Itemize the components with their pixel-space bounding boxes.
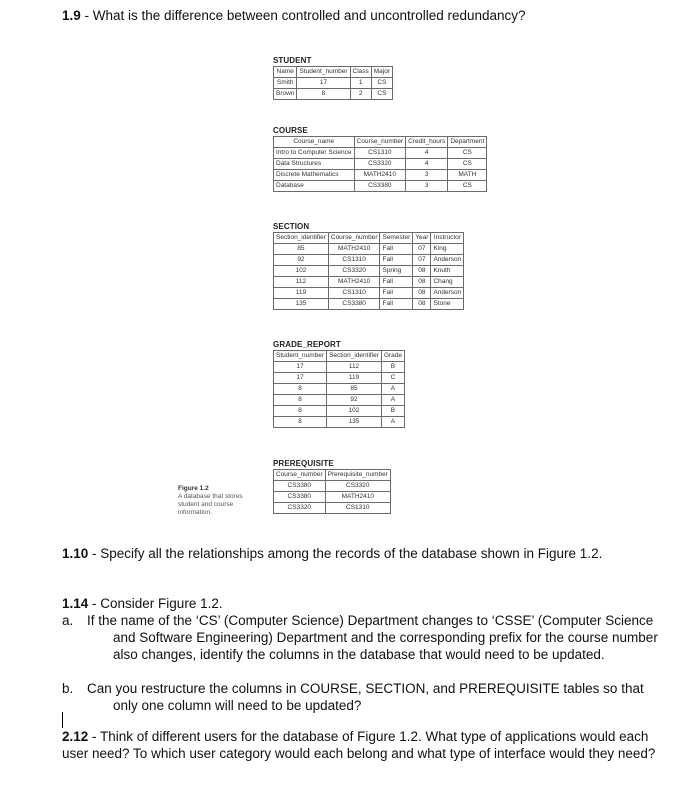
grade-report-table (273, 350, 405, 428)
question-1-9 (62, 7, 682, 24)
table-cell: CS (371, 78, 392, 89)
table-cell: 4 (406, 148, 448, 159)
column-header: Semester (380, 233, 413, 244)
column-header: Student_number (297, 67, 350, 78)
table-cell: 135 (274, 299, 329, 310)
table-cell: 3 (406, 170, 448, 181)
table-cell: B (381, 362, 404, 373)
question-number: 1.10 (62, 546, 89, 561)
column-header: Student_number (274, 351, 327, 362)
table-row (274, 492, 391, 503)
table-cell: 135 (327, 417, 382, 428)
table-row (274, 299, 464, 310)
table-row (274, 395, 405, 406)
part-b-text: Can you restructure the columns in COURSE, SECTION, and PREREQUISITE tables so that only one column will need to be updated? (87, 681, 644, 713)
figure-caption (178, 485, 258, 517)
table-cell: CS (371, 89, 392, 100)
column-header: Major (371, 67, 392, 78)
table-row (274, 417, 405, 428)
table-cell: CS3320 (274, 503, 326, 514)
table-cell: 85 (327, 384, 382, 395)
table-cell: Stone (431, 299, 464, 310)
table-header-row (274, 233, 464, 244)
question-number: 1.14 (62, 596, 89, 611)
table-cell: 119 (274, 288, 329, 299)
course-table-title: COURSE (273, 126, 308, 135)
column-header: Year (413, 233, 431, 244)
table-cell: MATH2410 (325, 492, 390, 503)
question-text: - What is the difference between controlled and uncontrolled redundancy? (80, 8, 526, 23)
table-cell: MATH2410 (354, 170, 406, 181)
question-1-10 (62, 545, 682, 562)
table-cell: 08 (413, 277, 431, 288)
table-cell: Fall (380, 255, 413, 266)
table-cell: MATH2410 (328, 244, 380, 255)
table-header-row (274, 351, 405, 362)
prerequisite-table (273, 469, 391, 514)
course-table (273, 136, 487, 192)
table-row (274, 362, 405, 373)
column-header: Department (448, 137, 487, 148)
column-header: Class (350, 67, 371, 78)
question-1-14 (62, 595, 682, 612)
table-row (274, 384, 405, 395)
table-cell: A (381, 395, 404, 406)
table-cell: Knuth (431, 266, 464, 277)
table-row (274, 244, 464, 255)
section-table (273, 232, 464, 310)
table-cell: 17 (297, 78, 350, 89)
table-cell: CS1310 (328, 255, 380, 266)
table-cell: 17 (274, 362, 327, 373)
table-row (274, 255, 464, 266)
table-cell: 07 (413, 255, 431, 266)
table-row (274, 78, 393, 89)
table-cell: MATH (448, 170, 487, 181)
table-cell: A (381, 384, 404, 395)
prerequisite-table-title: PREREQUISITE (273, 459, 334, 468)
table-cell: B (381, 406, 404, 417)
table-cell: CS3320 (328, 266, 380, 277)
question-1-14-part-b (62, 680, 662, 714)
table-row (274, 406, 405, 417)
table-cell: CS3380 (274, 492, 326, 503)
table-cell: CS3380 (274, 481, 326, 492)
table-row (274, 170, 487, 181)
list-marker: a. (62, 613, 74, 628)
table-cell: 07 (413, 244, 431, 255)
grade-report-table-title: GRADE_REPORT (273, 340, 341, 349)
table-cell: 08 (413, 266, 431, 277)
column-header: Prerequisite_number (325, 470, 390, 481)
table-header-row (274, 470, 391, 481)
table-cell: 2 (350, 89, 371, 100)
table-cell: Anderson (431, 255, 464, 266)
table-cell: 8 (274, 417, 327, 428)
table-row (274, 148, 487, 159)
table-cell: Data Structures (274, 159, 355, 170)
table-cell: CS (448, 148, 487, 159)
table-cell: 8 (274, 384, 327, 395)
column-header: Section_identifier (274, 233, 329, 244)
table-cell: Brown (274, 89, 297, 100)
table-cell: 92 (274, 255, 329, 266)
text-cursor (62, 712, 63, 728)
table-cell: Smith (274, 78, 297, 89)
column-header: Course_name (274, 137, 355, 148)
part-a-text: If the name of the ‘CS’ (Computer Science) Department changes to ‘CSSE’ (Computer Science and Software Engineering) Department and the corresponding prefix for the course number also changes, identify the columns in the database that would need to be updated. (87, 613, 658, 662)
figure-label: Figure 1.2 (178, 485, 209, 492)
table-cell: 1 (350, 78, 371, 89)
table-cell: 102 (327, 406, 382, 417)
table-cell: A (381, 417, 404, 428)
question-text: - Specify all the relationships among the records of the database shown in Figure 1.2. (88, 546, 603, 561)
figure-caption-text: A database that stores student and course information. (178, 493, 243, 516)
table-cell: Fall (380, 288, 413, 299)
table-cell: 112 (274, 277, 329, 288)
column-header: Section_identifier (327, 351, 382, 362)
column-header: Course_number (328, 233, 380, 244)
table-cell: Intro to Computer Science (274, 148, 355, 159)
table-cell: 102 (274, 266, 329, 277)
column-header: Credit_hours (406, 137, 448, 148)
table-row (274, 159, 487, 170)
question-number: 2.12 (62, 729, 89, 744)
column-header: Grade (381, 351, 404, 362)
table-header-row (274, 137, 487, 148)
table-cell: King (431, 244, 464, 255)
question-number: 1.9 (62, 8, 81, 23)
table-cell: MATH2410 (328, 277, 380, 288)
column-header: Course_number (354, 137, 406, 148)
table-cell: 08 (413, 288, 431, 299)
table-cell: Spring (380, 266, 413, 277)
table-cell: Fall (380, 299, 413, 310)
table-row (274, 266, 464, 277)
table-cell: CS3320 (354, 159, 406, 170)
section-table-title: SECTION (273, 222, 310, 231)
table-cell: 8 (274, 395, 327, 406)
table-cell: 17 (274, 373, 327, 384)
table-cell: 85 (274, 244, 329, 255)
table-cell: CS3380 (328, 299, 380, 310)
table-cell: Chang (431, 277, 464, 288)
student-table-title: STUDENT (273, 56, 312, 65)
table-row (274, 181, 487, 192)
column-header: Course_number (274, 470, 326, 481)
question-2-12 (62, 728, 662, 762)
table-cell: Database (274, 181, 355, 192)
table-cell: Fall (380, 244, 413, 255)
table-row (274, 277, 464, 288)
table-cell: Fall (380, 277, 413, 288)
table-cell: CS (448, 181, 487, 192)
table-cell: CS1310 (325, 503, 390, 514)
table-cell: CS1310 (328, 288, 380, 299)
table-cell: CS3320 (325, 481, 390, 492)
student-table (273, 66, 393, 100)
table-row (274, 373, 405, 384)
table-cell: 92 (327, 395, 382, 406)
table-cell: C (381, 373, 404, 384)
table-cell: Anderson (431, 288, 464, 299)
table-row (274, 288, 464, 299)
question-text: - Think of different users for the database of Figure 1.2. What type of applications would each user need? To which user category would each belong and what type of interface would they need? (62, 729, 656, 761)
table-cell: 8 (274, 406, 327, 417)
table-cell: 119 (327, 373, 382, 384)
table-cell: CS3380 (354, 181, 406, 192)
table-cell: CS (448, 159, 487, 170)
list-marker: b. (62, 681, 74, 696)
table-header-row (274, 67, 393, 78)
table-cell: Discrete Mathematics (274, 170, 355, 181)
table-row (274, 481, 391, 492)
table-cell: 4 (406, 159, 448, 170)
table-cell: 112 (327, 362, 382, 373)
table-row (274, 503, 391, 514)
question-1-14-part-a (62, 612, 662, 663)
table-cell: 8 (297, 89, 350, 100)
column-header: Instructor (431, 233, 464, 244)
table-cell: 08 (413, 299, 431, 310)
column-header: Name (274, 67, 297, 78)
table-cell: 3 (406, 181, 448, 192)
table-cell: CS1310 (354, 148, 406, 159)
table-row (274, 89, 393, 100)
question-text: - Consider Figure 1.2. (88, 596, 223, 611)
